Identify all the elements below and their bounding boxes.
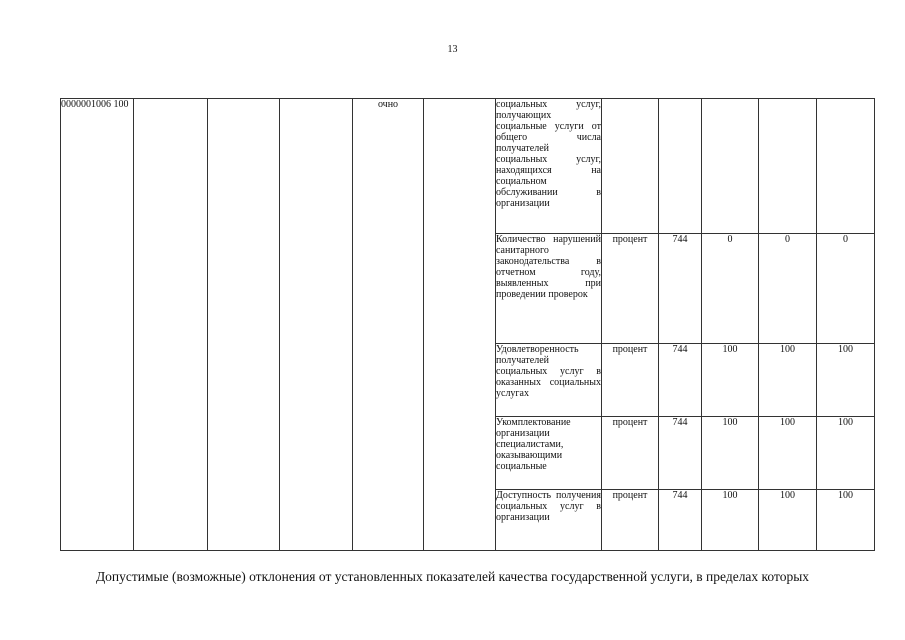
value-cell: 100	[702, 344, 759, 417]
indicator-name-cell: Удовлетворенность получателей социальных услуг в оказанных социальных услугах	[496, 344, 602, 417]
indicator-name-cell: Доступность получения социальных услуг в организации	[496, 490, 602, 551]
okei-code-cell: 744	[659, 490, 702, 551]
quality-indicators-table	[60, 98, 875, 551]
register-code-cell: 0000001006 100	[61, 99, 134, 551]
value-cell: 0	[702, 234, 759, 344]
empty-cell	[134, 99, 208, 551]
value-cell: 100	[759, 490, 817, 551]
value-cell	[759, 99, 817, 234]
unit-cell: процент	[602, 490, 659, 551]
value-cell: 100	[759, 344, 817, 417]
value-cell: 100	[759, 417, 817, 490]
value-cell: 0	[817, 234, 875, 344]
unit-cell: процент	[602, 234, 659, 344]
unit-cell	[602, 99, 659, 234]
value-cell: 100	[817, 417, 875, 490]
unit-cell: процент	[602, 417, 659, 490]
okei-code-cell: 744	[659, 344, 702, 417]
value-cell: 100	[702, 417, 759, 490]
okei-code-cell: 744	[659, 417, 702, 490]
footer-text: Допустимые (возможные) отклонения от установленных показателей качества государственной услуги, в пределах которых	[95, 569, 810, 584]
okei-code-cell: 744	[659, 234, 702, 344]
indicator-name-cell: социальных услуг, получающих социальные услуги от общего числа получателей социальных услуг, находящихся на социальном обслуживании в организации	[496, 99, 602, 234]
indicator-name-cell: Укомплектование организации специалистами, оказывающими социальные	[496, 417, 602, 490]
empty-cell	[424, 99, 496, 551]
value-cell: 100	[702, 490, 759, 551]
value-cell: 0	[759, 234, 817, 344]
value-cell	[702, 99, 759, 234]
table-row	[61, 99, 875, 234]
unit-cell: процент	[602, 344, 659, 417]
indicator-name-cell: Количество нарушений санитарного законодательства в отчетном году, выявленных при проведении проверок	[496, 234, 602, 344]
empty-cell	[280, 99, 353, 551]
service-form-cell: очно	[353, 99, 424, 551]
value-cell: 100	[817, 344, 875, 417]
page-number: 13	[447, 44, 458, 55]
value-cell: 100	[817, 490, 875, 551]
empty-cell	[208, 99, 280, 551]
value-cell	[817, 99, 875, 234]
okei-code-cell	[659, 99, 702, 234]
